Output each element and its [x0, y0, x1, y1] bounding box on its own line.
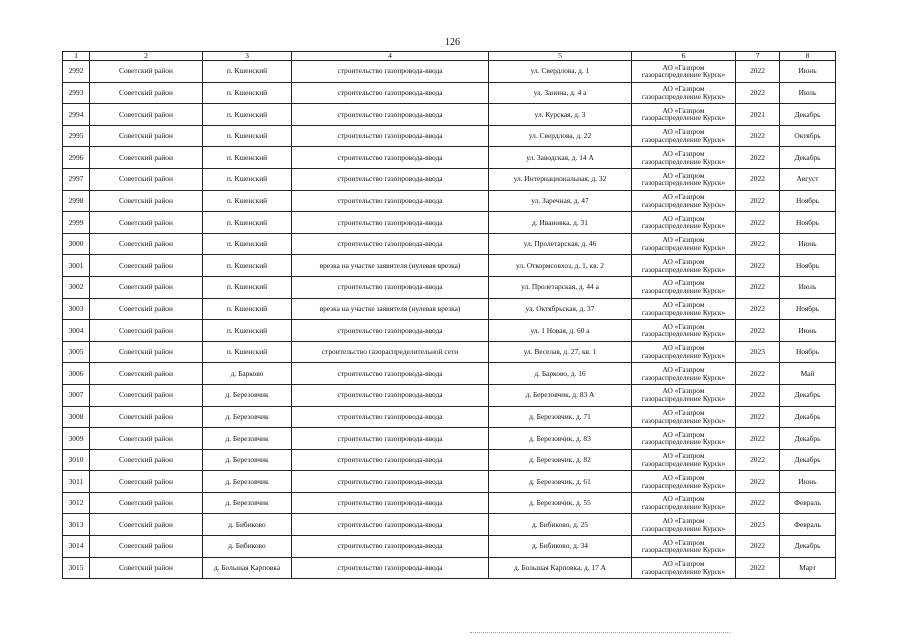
address-cell: д. Березовчик, д. 82 — [489, 449, 632, 471]
row-number: 3001 — [63, 255, 90, 277]
table-row — [63, 514, 836, 536]
locality-cell: п. Кшенский — [203, 125, 292, 147]
organization-line-2: газораспределение Курск» — [641, 135, 726, 145]
address-cell: д. Бибиково, д. 25 — [489, 514, 632, 536]
row-number: 3015 — [63, 557, 90, 579]
table-row — [63, 104, 836, 126]
organization-line-2: газораспределение Курск» — [641, 545, 726, 555]
organization-line-1: АО «Газпром — [662, 516, 705, 525]
locality-cell: д. Березовчик — [203, 471, 292, 493]
address-cell: д. Барково, д. 16 — [489, 363, 632, 385]
year-cell: 2022 — [736, 363, 780, 385]
year-cell: 2022 — [736, 449, 780, 471]
district-cell: Советский район — [90, 428, 203, 450]
address-cell: ул. Откормсовхоз, д. 1, кв. 2 — [489, 255, 632, 277]
organization-cell — [632, 449, 736, 471]
locality-cell: д. Березовчик — [203, 406, 292, 428]
address-cell: д. Ивановка, д. 31 — [489, 212, 632, 234]
address-cell: ул. Интернациональная, д. 32 — [489, 168, 632, 190]
work-type-cell: строительство газопровода-ввода — [292, 276, 489, 298]
district-cell: Советский район — [90, 168, 203, 190]
organization-line-1: АО «Газпром — [662, 429, 705, 439]
organization-cell — [632, 82, 736, 104]
table-row — [63, 190, 836, 212]
address-cell: д. Березовчик, д. 71 — [489, 406, 632, 428]
district-cell: Советский район — [90, 125, 203, 147]
organization-line-2: газораспределение Курск» — [641, 264, 726, 274]
organization-line-1: АО «Газпром — [662, 170, 705, 180]
table-row — [63, 384, 836, 406]
organization-line-2: газораспределение Курск» — [641, 199, 726, 209]
year-cell: 2022 — [736, 82, 780, 104]
column-number: 3 — [203, 52, 292, 61]
table-row — [63, 449, 836, 471]
month-cell: Ноябрь — [780, 298, 836, 320]
organization-line-1: АО «Газпром — [662, 408, 705, 418]
district-cell: Советский район — [90, 363, 203, 385]
organization-line-2: газораспределение Курск» — [641, 372, 726, 382]
organization-cell — [632, 406, 736, 428]
organization-cell — [632, 384, 736, 406]
row-number: 2994 — [63, 104, 90, 126]
table-row — [63, 557, 836, 579]
organization-line-2: газораспределение Курск» — [641, 113, 726, 123]
row-number: 2998 — [63, 190, 90, 212]
work-type-cell: строительство газопровода-ввода — [292, 82, 489, 104]
table-row — [63, 298, 836, 320]
organization-cell — [632, 492, 736, 514]
row-number: 3013 — [63, 514, 90, 536]
organization-line-1: АО «Газпром — [662, 256, 705, 266]
table-row — [63, 212, 836, 234]
work-type-cell: строительство газопровода-ввода — [292, 104, 489, 126]
district-cell: Советский район — [90, 147, 203, 169]
district-cell: Советский район — [90, 492, 203, 514]
column-number: 1 — [63, 52, 90, 61]
row-number: 2996 — [63, 147, 90, 169]
organization-line-2: газораспределение Курск» — [641, 437, 726, 447]
organization-line-1: АО «Газпром — [662, 84, 705, 94]
year-cell: 2022 — [736, 276, 780, 298]
organization-cell — [632, 298, 736, 320]
year-cell: 2022 — [736, 125, 780, 147]
month-cell: Декабрь — [780, 428, 836, 450]
district-cell: Советский район — [90, 384, 203, 406]
month-cell: Декабрь — [780, 384, 836, 406]
table-row — [63, 341, 836, 363]
work-type-cell: строительство газопровода-ввода — [292, 406, 489, 428]
table-row — [63, 276, 836, 298]
address-cell: д. Березовчик, д. 83 — [489, 428, 632, 450]
row-number: 3002 — [63, 276, 90, 298]
address-cell: д. Березовчик, д. 61 — [489, 471, 632, 493]
month-cell: Май — [780, 363, 836, 385]
year-cell: 2022 — [736, 61, 780, 83]
organization-line-1: АО «Газпром — [662, 105, 705, 115]
work-type-cell: строительство газопровода-ввода — [292, 514, 489, 536]
row-number: 2999 — [63, 212, 90, 234]
organization-cell — [632, 147, 736, 169]
organization-cell — [632, 255, 736, 277]
work-type-cell: строительство газопровода-ввода — [292, 536, 489, 558]
organization-cell — [632, 233, 736, 255]
district-cell: Советский район — [90, 255, 203, 277]
locality-cell: п. Кшенский — [203, 341, 292, 363]
address-cell: ул. 1 Новая, д. 60 а — [489, 320, 632, 342]
address-cell: ул. Заречная, д. 47 — [489, 190, 632, 212]
table-row — [63, 320, 836, 342]
locality-cell: д. Большая Карповка — [203, 557, 292, 579]
organization-line-2: газораспределение Курск» — [641, 178, 726, 188]
locality-cell: д. Барково — [203, 363, 292, 385]
row-number: 3011 — [63, 471, 90, 493]
month-cell: Ноябрь — [780, 341, 836, 363]
table-row — [63, 492, 836, 514]
address-cell: ул. Курская, д. 3 — [489, 104, 632, 126]
column-number: 2 — [90, 52, 203, 61]
row-number: 3003 — [63, 298, 90, 320]
row-number: 3010 — [63, 449, 90, 471]
month-cell: Март — [780, 557, 836, 579]
column-number: 4 — [292, 52, 489, 61]
address-cell: ул. Занина, д. 4 а — [489, 82, 632, 104]
district-cell: Советский район — [90, 82, 203, 104]
organization-cell — [632, 341, 736, 363]
district-cell: Советский район — [90, 536, 203, 558]
organization-line-1: АО «Газпром — [662, 451, 705, 461]
table-row — [63, 168, 836, 190]
year-cell: 2022 — [736, 320, 780, 342]
year-cell: 2022 — [736, 147, 780, 169]
work-type-cell: строительство газопровода-ввода — [292, 320, 489, 342]
locality-cell: д. Березовчик — [203, 492, 292, 514]
organization-line-1: АО «Газпром — [662, 213, 705, 223]
locality-cell: п. Кшенский — [203, 82, 292, 104]
month-cell: Ноябрь — [780, 212, 836, 234]
organization-line-2: газораспределение Курск» — [641, 502, 726, 512]
organization-line-1: АО «Газпром — [662, 192, 705, 202]
organization-cell — [632, 190, 736, 212]
column-number: 7 — [736, 52, 780, 61]
locality-cell: д. Березовчик — [203, 428, 292, 450]
organization-line-2: газораспределение Курск» — [641, 221, 726, 231]
column-number: 6 — [632, 52, 736, 61]
district-cell: Советский район — [90, 406, 203, 428]
work-type-cell: строительство газораспределительной сети — [292, 341, 489, 363]
address-cell: ул. Пролетарская, д. 44 а — [489, 276, 632, 298]
district-cell: Советский район — [90, 471, 203, 493]
column-number: 5 — [489, 52, 632, 61]
year-cell: 2023 — [736, 341, 780, 363]
organization-line-2: газораспределение Курск» — [641, 351, 726, 361]
organization-line-2: газораспределение Курск» — [641, 415, 726, 425]
row-number: 2997 — [63, 168, 90, 190]
table-row — [63, 147, 836, 169]
organization-line-1: АО «Газпром — [662, 472, 705, 482]
locality-cell: п. Кшенский — [203, 104, 292, 126]
organization-line-1: АО «Газпром — [662, 321, 705, 331]
district-cell: Советский район — [90, 298, 203, 320]
work-type-cell: строительство газопровода-ввода — [292, 233, 489, 255]
organization-line-1: АО «Газпром — [662, 278, 705, 288]
locality-cell: п. Кшенский — [203, 255, 292, 277]
work-type-cell: строительство газопровода-ввода — [292, 61, 489, 83]
address-cell: ул. Пролетарская, д. 46 — [489, 233, 632, 255]
organization-line-1: АО «Газпром — [662, 494, 705, 504]
year-cell: 2021 — [736, 104, 780, 126]
work-type-cell: строительство газопровода-ввода — [292, 384, 489, 406]
address-cell: ул. Октябрьская, д. 37 — [489, 298, 632, 320]
organization-line-1: АО «Газпром — [662, 62, 705, 72]
month-cell: Декабрь — [780, 104, 836, 126]
locality-cell: д. Бибиково — [203, 514, 292, 536]
row-number: 3007 — [63, 384, 90, 406]
month-cell: Декабрь — [780, 536, 836, 558]
year-cell: 2022 — [736, 190, 780, 212]
month-cell: Ноябрь — [780, 255, 836, 277]
year-cell: 2022 — [736, 233, 780, 255]
organization-line-2: газораспределение Курск» — [641, 566, 726, 576]
organization-line-2: газораспределение Курск» — [641, 91, 726, 101]
address-cell: д. Большая Карповка, д. 17 А — [489, 557, 632, 579]
work-type-cell: строительство газопровода-ввода — [292, 471, 489, 493]
locality-cell: п. Кшенский — [203, 320, 292, 342]
locality-cell: п. Кшенский — [203, 212, 292, 234]
locality-cell: д. Бибиково — [203, 536, 292, 558]
row-number: 3004 — [63, 320, 90, 342]
month-cell: Июнь — [780, 320, 836, 342]
year-cell: 2022 — [736, 492, 780, 514]
work-type-cell: строительство газопровода-ввода — [292, 449, 489, 471]
work-type-cell: строительство газопровода-ввода — [292, 212, 489, 234]
organization-cell — [632, 428, 736, 450]
work-type-cell: врезка на участке заявителя (нулевая врезка) — [292, 255, 489, 277]
month-cell: Июнь — [780, 233, 836, 255]
month-cell: Ноябрь — [780, 190, 836, 212]
address-cell: ул. Веселая, д. 27, кв. 1 — [489, 341, 632, 363]
row-number: 3008 — [63, 406, 90, 428]
year-cell: 2022 — [736, 557, 780, 579]
row-number: 3009 — [63, 428, 90, 450]
district-cell: Советский район — [90, 557, 203, 579]
district-cell: Советский район — [90, 61, 203, 83]
organization-line-2: газораспределение Курск» — [641, 458, 726, 468]
organization-cell — [632, 61, 736, 83]
month-cell: Июнь — [780, 61, 836, 83]
table-row — [63, 363, 836, 385]
district-cell: Советский район — [90, 190, 203, 212]
address-cell: ул. Свердлова, д. 22 — [489, 125, 632, 147]
district-cell: Советский район — [90, 104, 203, 126]
table-row — [63, 536, 836, 558]
month-cell: Февраль — [780, 514, 836, 536]
organization-line-2: газораспределение Курск» — [641, 243, 726, 253]
organization-line-2: газораспределение Курск» — [641, 523, 726, 533]
organization-line-2: газораспределение Курск» — [641, 480, 726, 490]
district-cell: Советский район — [90, 341, 203, 363]
organization-cell — [632, 471, 736, 493]
year-cell: 2022 — [736, 428, 780, 450]
month-cell: Июль — [780, 82, 836, 104]
organization-line-2: газораспределение Курск» — [641, 286, 726, 296]
work-type-cell: строительство газопровода-ввода — [292, 147, 489, 169]
month-cell: Декабрь — [780, 449, 836, 471]
organization-line-1: АО «Газпром — [662, 148, 705, 158]
locality-cell: п. Кшенский — [203, 276, 292, 298]
locality-cell: п. Кшенский — [203, 61, 292, 83]
locality-cell: д. Березовчик — [203, 449, 292, 471]
organization-line-1: АО «Газпром — [662, 364, 705, 374]
organization-line-1: АО «Газпром — [662, 127, 705, 137]
district-cell: Советский район — [90, 514, 203, 536]
address-cell: д. Березовчик, д. 83 А — [489, 384, 632, 406]
row-number: 3012 — [63, 492, 90, 514]
organization-line-1: АО «Газпром — [662, 559, 705, 569]
work-type-cell: строительство газопровода-ввода — [292, 125, 489, 147]
table-row — [63, 82, 836, 104]
row-number: 2993 — [63, 82, 90, 104]
year-cell: 2022 — [736, 536, 780, 558]
work-type-cell: строительство газопровода-ввода — [292, 428, 489, 450]
address-cell: д. Березовчик, д. 55 — [489, 492, 632, 514]
organization-line-1: АО «Газпром — [662, 235, 705, 245]
column-number-row — [63, 52, 836, 61]
month-cell: Июль — [780, 276, 836, 298]
organization-line-2: газораспределение Курск» — [641, 156, 726, 166]
organization-line-1: АО «Газпром — [662, 300, 705, 310]
locality-cell: п. Кшенский — [203, 233, 292, 255]
organization-cell — [632, 320, 736, 342]
works-table — [62, 51, 836, 579]
row-number: 3000 — [63, 233, 90, 255]
year-cell: 2022 — [736, 384, 780, 406]
row-number: 3014 — [63, 536, 90, 558]
work-type-cell: строительство газопровода-ввода — [292, 557, 489, 579]
table-body — [63, 52, 836, 579]
year-cell: 2022 — [736, 168, 780, 190]
year-cell: 2022 — [736, 298, 780, 320]
organization-cell — [632, 104, 736, 126]
address-cell: д. Бибиково, д. 34 — [489, 536, 632, 558]
work-type-cell: врезка на участке заявителя (нулевая врезка) — [292, 298, 489, 320]
table-row — [63, 233, 836, 255]
organization-line-2: газораспределение Курск» — [641, 70, 726, 80]
table-row — [63, 61, 836, 83]
locality-cell: п. Кшенский — [203, 190, 292, 212]
month-cell: Август — [780, 168, 836, 190]
work-type-cell: строительство газопровода-ввода — [292, 168, 489, 190]
organization-line-2: газораспределение Курск» — [641, 307, 726, 317]
district-cell: Советский район — [90, 449, 203, 471]
year-cell: 2022 — [736, 406, 780, 428]
year-cell: 2022 — [736, 212, 780, 234]
organization-cell — [632, 514, 736, 536]
locality-cell: п. Кшенский — [203, 147, 292, 169]
organization-cell — [632, 557, 736, 579]
district-cell: Советский район — [90, 320, 203, 342]
district-cell: Советский район — [90, 212, 203, 234]
locality-cell: д. Березовчик — [203, 384, 292, 406]
row-number: 3006 — [63, 363, 90, 385]
address-cell: ул. Заводская, д. 14 А — [489, 147, 632, 169]
year-cell: 2022 — [736, 255, 780, 277]
scan-artifact — [470, 632, 730, 635]
locality-cell: п. Кшенский — [203, 168, 292, 190]
month-cell: Июнь — [780, 471, 836, 493]
year-cell: 2022 — [736, 471, 780, 493]
locality-cell: п. Кшенский — [203, 298, 292, 320]
table-row — [63, 428, 836, 450]
table-row — [63, 125, 836, 147]
organization-line-1: АО «Газпром — [662, 343, 705, 353]
organization-cell — [632, 276, 736, 298]
table-row — [63, 406, 836, 428]
month-cell: Декабрь — [780, 406, 836, 428]
organization-line-2: газораспределение Курск» — [641, 329, 726, 339]
organization-line-1: АО «Газпром — [662, 537, 705, 547]
organization-line-2: газораспределение Курск» — [641, 394, 726, 404]
page-number: 126 — [445, 37, 460, 48]
organization-cell — [632, 168, 736, 190]
month-cell: Февраль — [780, 492, 836, 514]
organization-cell — [632, 125, 736, 147]
organization-cell — [632, 363, 736, 385]
address-cell: ул. Свердлова, д. 1 — [489, 61, 632, 83]
month-cell: Октябрь — [780, 125, 836, 147]
row-number: 3005 — [63, 341, 90, 363]
column-number: 8 — [780, 52, 836, 61]
district-cell: Советский район — [90, 276, 203, 298]
organization-line-1: АО «Газпром — [662, 386, 705, 396]
work-type-cell: строительство газопровода-ввода — [292, 190, 489, 212]
row-number: 2992 — [63, 61, 90, 83]
organization-cell — [632, 536, 736, 558]
year-cell: 2023 — [736, 514, 780, 536]
work-type-cell: строительство газопровода-ввода — [292, 363, 489, 385]
row-number: 2995 — [63, 125, 90, 147]
table-row — [63, 471, 836, 493]
table-row — [63, 255, 836, 277]
month-cell: Декабрь — [780, 147, 836, 169]
work-type-cell: строительство газопровода-ввода — [292, 492, 489, 514]
district-cell: Советский район — [90, 233, 203, 255]
organization-cell — [632, 212, 736, 234]
